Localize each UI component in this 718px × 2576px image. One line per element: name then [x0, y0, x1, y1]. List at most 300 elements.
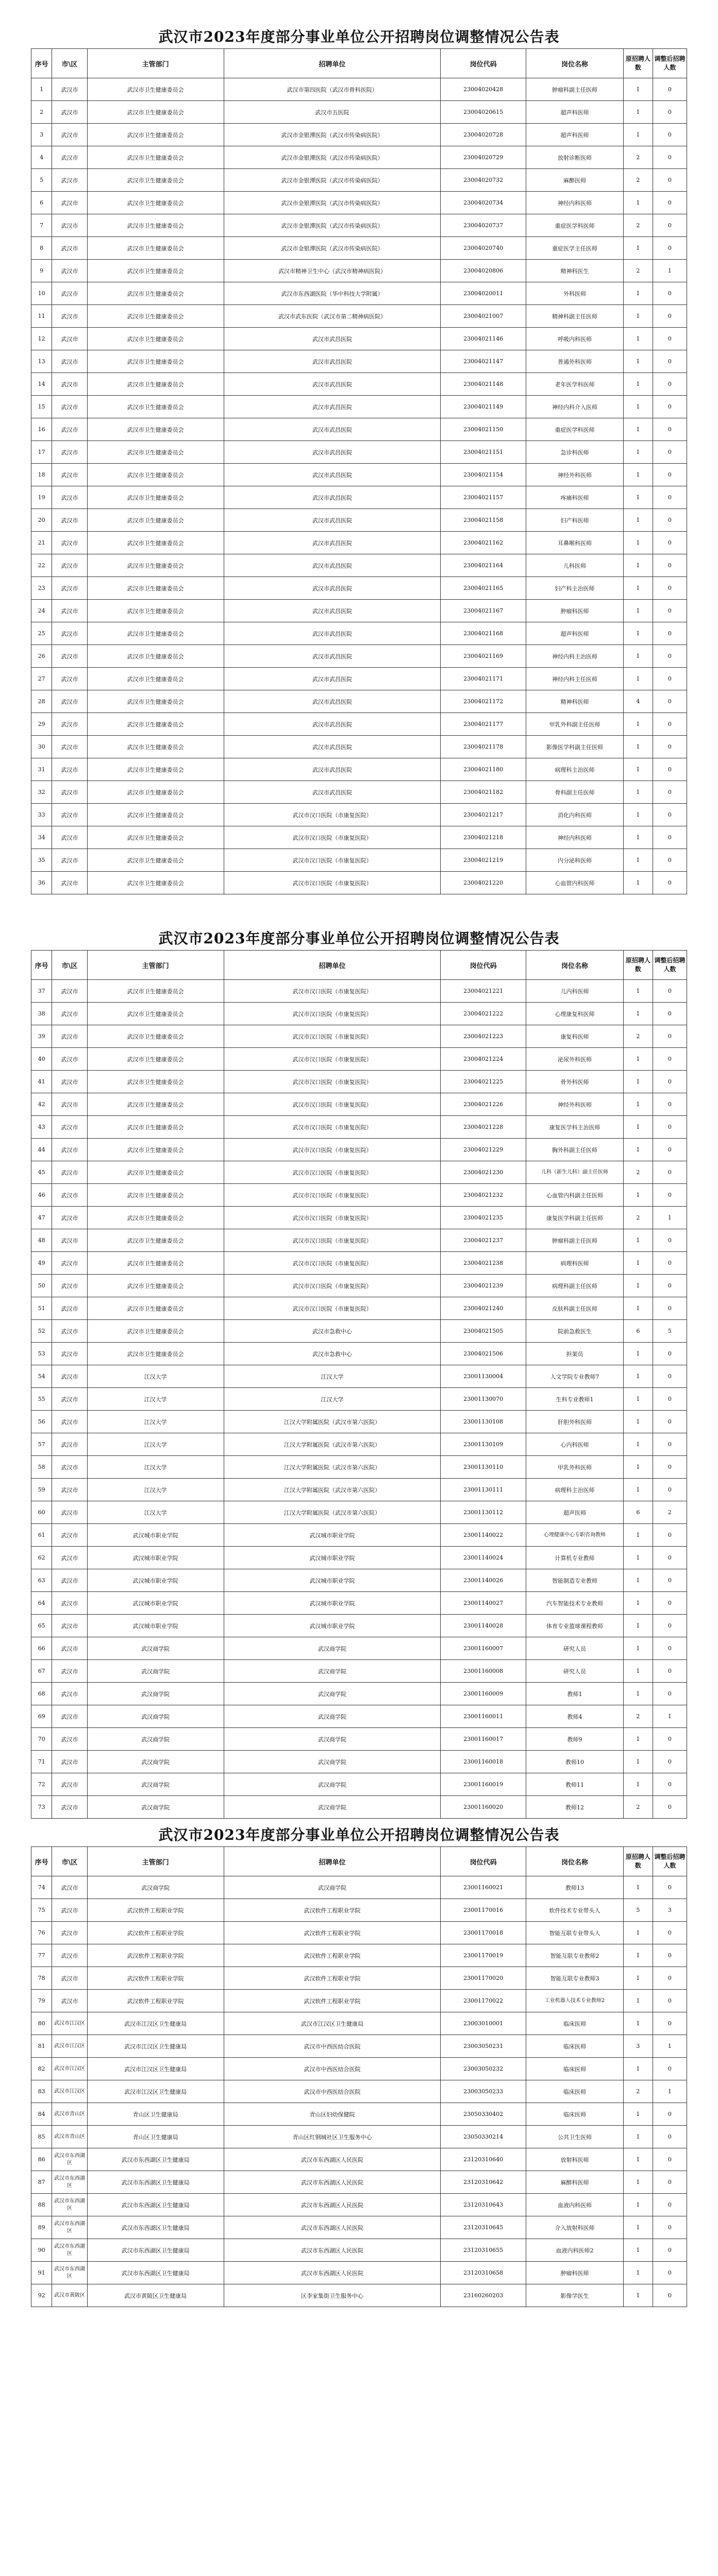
col-original-count: 1 [624, 1660, 653, 1683]
col-index: 47 [31, 1207, 52, 1229]
col-post-name: 肿瘤科医师 [526, 2262, 623, 2284]
col-original-count: 5 [624, 1899, 653, 1922]
col-post-name: 智能互联专业带头人 [526, 1922, 623, 1944]
col-post-code: 23004021177 [441, 713, 526, 736]
col-department: 武汉商学院 [87, 1773, 224, 1796]
col-adjusted-count: 0 [653, 2171, 687, 2194]
col-department: 武汉市卫生健康委员会 [87, 1116, 224, 1139]
col-index: 44 [31, 1139, 52, 1161]
col-post-code: 23004020806 [441, 260, 526, 282]
col-city-district: 武汉市 [52, 1944, 88, 1967]
col-post-code: 23004021220 [441, 872, 526, 894]
col-employer: 武汉商学院 [224, 1705, 441, 1728]
col-employer: 武汉商学院 [224, 1728, 441, 1751]
col-post-code: 23001130004 [441, 1365, 526, 1388]
col-original-count: 6 [624, 1501, 653, 1524]
col-post-code: 23004021219 [441, 849, 526, 872]
col-post-code: 23001170022 [441, 1990, 526, 2012]
col-post-name: 教师4 [526, 1705, 623, 1728]
col-post-code: 23001160019 [441, 1773, 526, 1796]
col-post-name: 血液内科医师 [526, 2194, 623, 2216]
col-original-count: 1 [624, 1365, 653, 1388]
col-original-count: 1 [624, 1139, 653, 1161]
col-post-code: 23001130112 [441, 1501, 526, 1524]
col-department: 江汉大学 [87, 1411, 224, 1433]
table-row [31, 1388, 687, 1411]
col-post-code: 23001130070 [441, 1388, 526, 1411]
col-index: 58 [31, 1456, 52, 1479]
col-department: 武汉市江汉区卫生健康局 [87, 2012, 224, 2035]
col-original-count: 1 [624, 2148, 653, 2171]
col-adjusted-count: 0 [653, 577, 687, 600]
col-adjusted-count: 0 [653, 1184, 687, 1207]
col-adjusted-count: 0 [653, 1967, 687, 1990]
col-original-count: 6 [624, 1320, 653, 1343]
col-index: 13 [31, 350, 52, 373]
col-adjusted-count: 0 [653, 1922, 687, 1944]
col-index: 34 [31, 826, 52, 849]
col-department: 武汉市卫生健康委员会 [87, 509, 224, 532]
col-employer: 武汉市金银潭医院（武汉市传染病医院） [224, 237, 441, 260]
col-adjusted-count: 0 [653, 373, 687, 396]
col-employer: 武汉市武昌医院 [224, 781, 441, 804]
col-city-district: 武汉市 [52, 124, 88, 146]
col-employer: 武汉市汉口医院（市康复医院） [224, 1093, 441, 1116]
col-employer: 江汉大学附属医院（武汉市第六医院） [224, 1456, 441, 1479]
col-department: 武汉商学院 [87, 1683, 224, 1705]
col-city-district: 武汉市 [52, 1456, 88, 1479]
col-post-code: 23004021157 [441, 486, 526, 509]
col-city-district: 武汉市 [52, 1071, 88, 1093]
header-col-post-code: 岗位代码 [441, 1847, 526, 1876]
table-row [31, 1922, 687, 1944]
header-col-employer: 招聘单位 [224, 49, 441, 78]
col-index: 16 [31, 418, 52, 441]
col-original-count: 1 [624, 350, 653, 373]
table-row [31, 464, 687, 486]
col-original-count: 1 [624, 509, 653, 532]
col-post-name: 内分泌科医师 [526, 849, 623, 872]
col-original-count: 1 [624, 1637, 653, 1660]
col-employer: 武汉市急救中心 [224, 1343, 441, 1365]
col-employer: 武汉市武昌医院 [224, 396, 441, 418]
col-adjusted-count: 0 [653, 781, 687, 804]
col-adjusted-count: 0 [653, 1773, 687, 1796]
col-department: 武汉城市职业学院 [87, 1569, 224, 1592]
col-department: 武汉软件工程职业学院 [87, 1899, 224, 1922]
col-city-district: 武汉市 [52, 1343, 88, 1365]
col-city-district: 武汉市 [52, 101, 88, 124]
col-employer: 武汉市武昌医院 [224, 373, 441, 396]
col-city-district: 武汉市 [52, 736, 88, 758]
col-post-name: 教师12 [526, 1796, 623, 1819]
col-post-code: 23004021007 [441, 305, 526, 328]
col-city-district: 武汉市 [52, 1479, 88, 1501]
col-employer: 武汉商学院 [224, 1637, 441, 1660]
col-original-count: 1 [624, 1547, 653, 1569]
col-post-name: 影像医学科副主任医师 [526, 736, 623, 758]
table-row [31, 736, 687, 758]
col-adjusted-count: 0 [653, 1660, 687, 1683]
col-index: 71 [31, 1751, 52, 1773]
col-city-district: 武汉市 [52, 804, 88, 826]
col-city-district: 武汉市 [52, 1297, 88, 1320]
col-adjusted-count: 0 [653, 2126, 687, 2148]
col-post-code: 23001160009 [441, 1683, 526, 1705]
col-department: 武汉软件工程职业学院 [87, 1944, 224, 1967]
table-row [31, 804, 687, 826]
col-post-name: 急诊科医师 [526, 441, 623, 464]
col-index: 90 [31, 2239, 52, 2262]
col-employer: 武汉市武昌医院 [224, 668, 441, 690]
col-original-count: 1 [624, 305, 653, 328]
col-department: 武汉城市职业学院 [87, 1615, 224, 1637]
col-department: 武汉市卫生健康委员会 [87, 464, 224, 486]
col-post-name: 心理康复科医师 [526, 1003, 623, 1025]
col-adjusted-count: 0 [653, 350, 687, 373]
col-city-district: 武汉市 [52, 690, 88, 713]
table-row [31, 1433, 687, 1456]
table-row [31, 260, 687, 282]
col-employer: 青山区妇幼保健院 [224, 2103, 441, 2126]
col-employer: 武汉市武昌医院 [224, 713, 441, 736]
col-department: 武汉市卫生健康委员会 [87, 1207, 224, 1229]
col-adjusted-count: 0 [653, 1071, 687, 1093]
col-adjusted-count: 0 [653, 1876, 687, 1899]
col-city-district: 武汉市东西湖区 [52, 2216, 88, 2239]
col-index: 76 [31, 1922, 52, 1944]
col-city-district: 武汉市 [52, 509, 88, 532]
col-city-district: 武汉市 [52, 1161, 88, 1184]
col-adjusted-count: 0 [653, 1343, 687, 1365]
col-employer: 武汉城市职业学院 [224, 1547, 441, 1569]
adjustment-table [31, 950, 687, 1819]
table-row [31, 1139, 687, 1161]
col-city-district: 武汉市江汉区 [52, 2080, 88, 2103]
col-post-name: 软件技术专业带头人 [526, 1899, 623, 1922]
col-original-count: 1 [624, 486, 653, 509]
col-department: 武汉市卫生健康委员会 [87, 1320, 224, 1343]
col-original-count: 1 [624, 1967, 653, 1990]
col-city-district: 武汉市 [52, 1184, 88, 1207]
col-index: 80 [31, 2012, 52, 2035]
col-original-count: 1 [624, 1433, 653, 1456]
col-city-district: 武汉市 [52, 1252, 88, 1275]
col-original-count: 1 [624, 1728, 653, 1751]
col-adjusted-count: 0 [653, 532, 687, 554]
col-post-code: 23004021229 [441, 1139, 526, 1161]
col-adjusted-count: 0 [653, 849, 687, 872]
col-department: 武汉市卫生健康委员会 [87, 1161, 224, 1184]
col-post-name: 病理科医师 [526, 1252, 623, 1275]
col-post-code: 23004021165 [441, 577, 526, 600]
col-employer: 武汉市金银潭医院（武汉市传染病医院） [224, 214, 441, 237]
col-index: 69 [31, 1705, 52, 1728]
table-row [31, 554, 687, 577]
col-adjusted-count: 0 [653, 1048, 687, 1071]
col-original-count: 1 [624, 373, 653, 396]
col-department: 武汉市卫生健康委员会 [87, 418, 224, 441]
col-city-district: 武汉市 [52, 464, 88, 486]
col-post-name: 骨科副主任医师 [526, 781, 623, 804]
col-post-code: 23001160020 [441, 1796, 526, 1819]
col-city-district: 武汉市 [52, 1705, 88, 1728]
col-department: 武汉市卫生健康委员会 [87, 1003, 224, 1025]
col-department: 武汉市卫生健康委员会 [87, 1025, 224, 1048]
col-employer: 武汉市金银潭医院（武汉市传染病医院） [224, 146, 441, 169]
col-adjusted-count: 0 [653, 2194, 687, 2216]
col-employer: 武汉市武昌医院 [224, 532, 441, 554]
col-post-code: 23004020011 [441, 282, 526, 305]
col-original-count: 1 [624, 804, 653, 826]
table-row [31, 1876, 687, 1899]
col-index: 65 [31, 1615, 52, 1637]
table-row [31, 373, 687, 396]
col-index: 62 [31, 1547, 52, 1569]
col-city-district: 武汉市 [52, 600, 88, 622]
col-post-name: 教师10 [526, 1751, 623, 1773]
col-index: 91 [31, 2262, 52, 2284]
col-index: 61 [31, 1524, 52, 1547]
col-employer: 武汉市汉口医院（市康复医院） [224, 1229, 441, 1252]
col-original-count: 2 [624, 214, 653, 237]
col-city-district: 武汉市 [52, 1990, 88, 2012]
col-post-code: 23004021217 [441, 804, 526, 826]
col-original-count: 2 [624, 146, 653, 169]
col-employer: 武汉市汉口医院（市康复医院） [224, 1207, 441, 1229]
col-post-name: 普通外科医师 [526, 350, 623, 373]
table-sheet-3 [31, 1824, 687, 2307]
col-post-name: 超声科医师 [526, 124, 623, 146]
col-employer: 武汉市武昌医院 [224, 645, 441, 668]
col-post-code: 23001160007 [441, 1637, 526, 1660]
col-original-count: 1 [624, 2103, 653, 2126]
col-city-district: 武汉市 [52, 1660, 88, 1683]
col-original-count: 1 [624, 1683, 653, 1705]
col-department: 武汉市东西湖区卫生健康局 [87, 2239, 224, 2262]
col-department: 武汉城市职业学院 [87, 1592, 224, 1615]
col-department: 武汉商学院 [87, 1728, 224, 1751]
col-index: 20 [31, 509, 52, 532]
table-row [31, 1524, 687, 1547]
col-post-name: 妇产科主治医师 [526, 577, 623, 600]
col-original-count: 1 [624, 1388, 653, 1411]
col-post-code: 23004021230 [441, 1161, 526, 1184]
table-row [31, 781, 687, 804]
col-original-count: 1 [624, 1184, 653, 1207]
col-original-count: 1 [624, 622, 653, 645]
col-post-code: 23001140027 [441, 1592, 526, 1615]
col-employer: 武汉市武昌医院 [224, 554, 441, 577]
col-post-code: 23004021154 [441, 464, 526, 486]
col-department: 武汉软件工程职业学院 [87, 1990, 224, 2012]
col-original-count: 1 [624, 781, 653, 804]
col-adjusted-count: 0 [653, 622, 687, 645]
table-row [31, 980, 687, 1003]
header-col-original-count: 原招聘人数 [624, 1847, 653, 1876]
col-post-name: 心内科医师 [526, 1433, 623, 1456]
col-original-count: 1 [624, 1751, 653, 1773]
col-city-district: 武汉市 [52, 1320, 88, 1343]
col-employer: 武汉城市职业学院 [224, 1592, 441, 1615]
col-post-name: 介入放射科医师 [526, 2216, 623, 2239]
col-department: 武汉商学院 [87, 1796, 224, 1819]
table-row [31, 872, 687, 894]
col-adjusted-count: 0 [653, 2262, 687, 2284]
col-index: 68 [31, 1683, 52, 1705]
col-index: 49 [31, 1252, 52, 1275]
table-row [31, 1365, 687, 1388]
col-index: 51 [31, 1297, 52, 1320]
col-adjusted-count: 0 [653, 486, 687, 509]
col-original-count: 1 [624, 1411, 653, 1433]
col-employer: 武汉市汉口医院（市康复医院） [224, 1297, 441, 1320]
col-department: 武汉市卫生健康委员会 [87, 237, 224, 260]
col-adjusted-count: 0 [653, 1275, 687, 1297]
table-row [31, 78, 687, 101]
table-title: 武汉市2023年度部分事业单位公开招聘岗位调整情况公告表 [158, 1826, 560, 1843]
col-post-name: 耳鼻喉科医师 [526, 532, 623, 554]
col-employer: 武汉市金银潭医院（武汉市传染病医院） [224, 192, 441, 214]
col-original-count: 2 [624, 260, 653, 282]
col-city-district: 武汉市江汉区 [52, 2012, 88, 2035]
col-index: 79 [31, 1990, 52, 2012]
col-index: 52 [31, 1320, 52, 1343]
table-row [31, 690, 687, 713]
col-employer: 武汉市第四医院（武汉市骨科医院） [224, 78, 441, 101]
col-original-count: 1 [624, 2284, 653, 2307]
col-employer: 武汉市武昌医院 [224, 486, 441, 509]
col-city-district: 武汉市 [52, 1388, 88, 1411]
col-original-count: 1 [624, 1773, 653, 1796]
col-adjusted-count: 0 [653, 600, 687, 622]
col-employer: 江汉大学附属医院（武汉市第六医院） [224, 1411, 441, 1433]
col-adjusted-count: 0 [653, 1003, 687, 1025]
col-post-name: 担架员 [526, 1343, 623, 1365]
col-adjusted-count: 0 [653, 1683, 687, 1705]
col-post-name: 临床医师 [526, 2035, 623, 2058]
col-adjusted-count: 1 [653, 2080, 687, 2103]
col-original-count: 1 [624, 2058, 653, 2080]
table-row [31, 1071, 687, 1093]
col-original-count: 1 [624, 282, 653, 305]
header-col-original-count: 原招聘人数 [624, 951, 653, 980]
col-employer: 武汉市汉口医院（市康复医院） [224, 1071, 441, 1093]
header-col-city-district: 市\区 [52, 49, 88, 78]
col-post-name: 研究人员 [526, 1637, 623, 1660]
col-post-name: 肿瘤科副主任医师 [526, 1229, 623, 1252]
col-department: 武汉市卫生健康委员会 [87, 1252, 224, 1275]
col-post-code: 23004021228 [441, 1116, 526, 1139]
col-city-district: 武汉市东西湖区 [52, 2171, 88, 2194]
col-post-code: 23001160008 [441, 1660, 526, 1683]
col-adjusted-count: 0 [653, 282, 687, 305]
col-city-district: 武汉市 [52, 1876, 88, 1899]
header-col-post-name: 岗位名称 [526, 951, 623, 980]
table-row [31, 2103, 687, 2126]
col-post-name: 神经外科医师 [526, 1093, 623, 1116]
col-original-count: 1 [624, 396, 653, 418]
col-original-count: 1 [624, 2262, 653, 2284]
col-post-code: 23004021167 [441, 600, 526, 622]
col-index: 8 [31, 237, 52, 260]
col-post-name: 外科医师 [526, 282, 623, 305]
col-original-count: 1 [624, 124, 653, 146]
table-row [31, 1297, 687, 1320]
col-index: 77 [31, 1944, 52, 1967]
col-adjusted-count: 0 [653, 1479, 687, 1501]
col-original-count: 2 [624, 1796, 653, 1819]
col-employer: 武汉城市职业学院 [224, 1569, 441, 1592]
col-post-name: 影像学医生 [526, 2284, 623, 2307]
col-city-district: 武汉市 [52, 1899, 88, 1922]
col-department: 武汉市卫生健康委员会 [87, 758, 224, 781]
col-department: 江汉大学 [87, 1433, 224, 1456]
col-post-code: 23004021151 [441, 441, 526, 464]
col-department: 武汉软件工程职业学院 [87, 1922, 224, 1944]
col-original-count: 2 [624, 1025, 653, 1048]
col-post-code: 23160260203 [441, 2284, 526, 2307]
col-post-name: 骨外科医师 [526, 1071, 623, 1093]
col-employer: 区李家集街卫生服务中心 [224, 2284, 441, 2307]
col-employer: 武汉市武昌医院 [224, 736, 441, 758]
table-row [31, 192, 687, 214]
col-original-count: 1 [624, 600, 653, 622]
col-index: 43 [31, 1116, 52, 1139]
header-col-post-code: 岗位代码 [441, 951, 526, 980]
header-col-employer: 招聘单位 [224, 1847, 441, 1876]
col-post-name: 康复医学科副主任医师 [526, 1207, 623, 1229]
col-original-count: 1 [624, 1615, 653, 1637]
table-row [31, 1796, 687, 1819]
header-col-adjusted-count: 调整后招聘人数 [653, 49, 687, 78]
col-post-name: 神经内科介入医师 [526, 396, 623, 418]
col-employer: 武汉市武昌医院 [224, 418, 441, 441]
col-employer: 武汉市武昌医院 [224, 577, 441, 600]
col-adjusted-count: 0 [653, 1229, 687, 1252]
table-row [31, 2012, 687, 2035]
table-row [31, 1343, 687, 1365]
col-index: 86 [31, 2148, 52, 2171]
table-row [31, 1899, 687, 1922]
col-post-name: 康复医学科主治医师 [526, 1116, 623, 1139]
col-post-name: 教师11 [526, 1773, 623, 1796]
col-post-code: 23004021221 [441, 980, 526, 1003]
col-city-district: 武汉市 [52, 1229, 88, 1252]
col-department: 武汉市卫生健康委员会 [87, 486, 224, 509]
col-adjusted-count: 0 [653, 305, 687, 328]
col-post-name: 精神科医生 [526, 260, 623, 282]
col-original-count: 1 [624, 237, 653, 260]
table-row [31, 1229, 687, 1252]
col-post-code: 23001160018 [441, 1751, 526, 1773]
col-post-code: 23120310642 [441, 2171, 526, 2194]
col-employer: 武汉市中西医结合医院 [224, 2080, 441, 2103]
col-original-count: 1 [624, 1944, 653, 1967]
col-post-name: 研究人员 [526, 1660, 623, 1683]
col-post-code: 23004021150 [441, 418, 526, 441]
col-original-count: 1 [624, 1592, 653, 1615]
table-row [31, 486, 687, 509]
col-original-count: 1 [624, 577, 653, 600]
col-post-code: 23001160021 [441, 1876, 526, 1899]
table-row [31, 509, 687, 532]
col-index: 10 [31, 282, 52, 305]
col-original-count: 1 [624, 668, 653, 690]
col-adjusted-count: 0 [653, 1990, 687, 2012]
col-department: 武汉市卫生健康委员会 [87, 577, 224, 600]
col-post-code: 23004021148 [441, 373, 526, 396]
